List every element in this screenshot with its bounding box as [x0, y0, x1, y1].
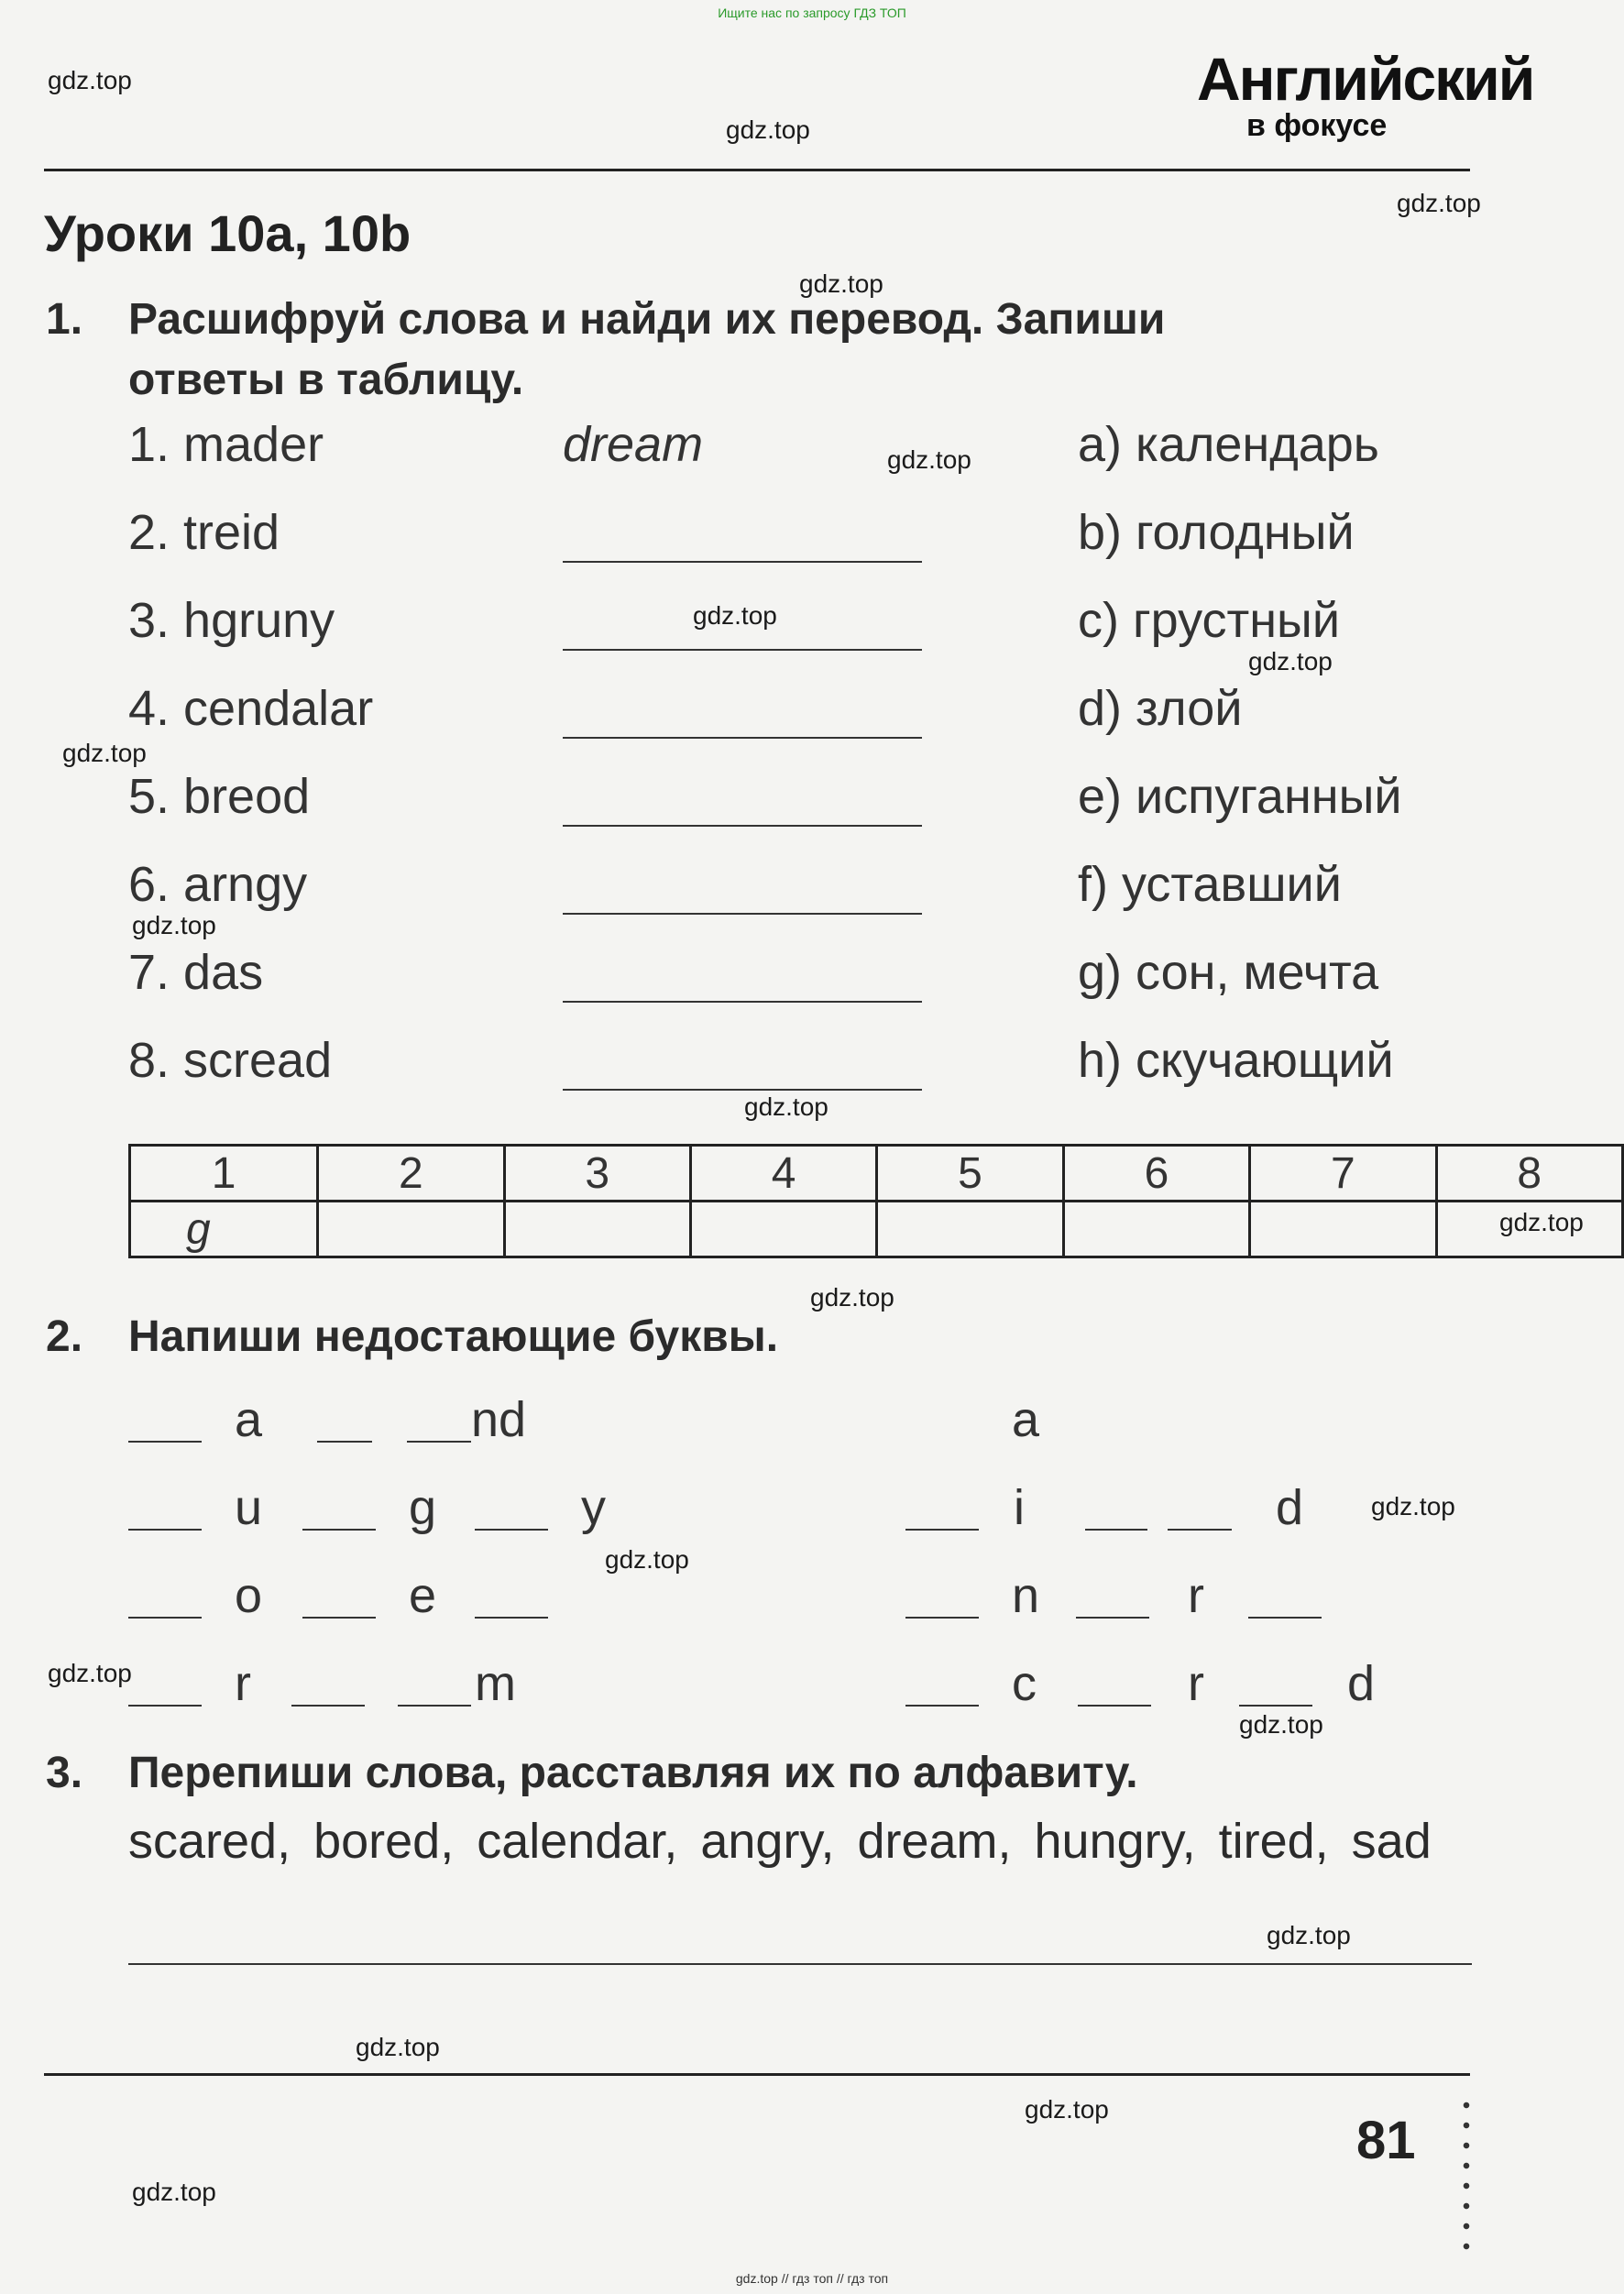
task1-instruction [46, 291, 1476, 411]
letter-blank[interactable] [128, 1441, 202, 1443]
answer-table [128, 1144, 1624, 1258]
letter-blank[interactable] [475, 1617, 548, 1619]
letter-blank[interactable] [128, 1705, 202, 1707]
watermark: gdz.top [605, 1545, 689, 1574]
textbook-logo: Английский в фокусе [1197, 45, 1534, 143]
table-row [130, 1146, 1623, 1202]
letter-blank[interactable] [302, 1617, 376, 1619]
list-item [0, 1032, 1558, 1096]
watermark: gdz.top [799, 269, 883, 298]
watermark: gdz.top [744, 1092, 828, 1121]
answer-line[interactable] [563, 737, 922, 739]
translation-option: f) уставший [1078, 857, 1342, 912]
scrambled-word: 5. breod [128, 769, 311, 824]
word-list: scared, bored, calendar, angry, dream, hungry, tired, sad [128, 1814, 1432, 1869]
list-item [0, 944, 1558, 1008]
table-header-cell: 7 [1250, 1146, 1436, 1202]
letter-blank[interactable] [1078, 1705, 1151, 1707]
table-answer-cell[interactable] [877, 1202, 1063, 1257]
header-rule [44, 169, 1470, 171]
table-answer-cell[interactable] [504, 1202, 690, 1257]
table-row [130, 1202, 1623, 1257]
watermark: gdz.top [1248, 647, 1333, 675]
watermark: gdz.top [48, 1659, 132, 1687]
translation-option: a) календарь [1078, 417, 1379, 472]
letter: g [409, 1480, 437, 1535]
footer-rule [44, 2073, 1470, 2076]
table-answer-cell[interactable]: g [130, 1202, 318, 1257]
watermark: gdz.top [693, 601, 777, 630]
task-text: Напиши недостающие буквы. [128, 1312, 779, 1361]
letter-blank[interactable] [1168, 1529, 1232, 1531]
letter-blank[interactable] [475, 1529, 548, 1531]
letter: r [1188, 1568, 1204, 1623]
answer-line[interactable] [563, 913, 922, 915]
letter: n [1012, 1568, 1040, 1623]
scrambled-word: 7. das [128, 945, 264, 1000]
answer-line[interactable] [563, 825, 922, 827]
task-text: Перепиши слова, расставляя их по алфавиту. [128, 1749, 1138, 1797]
watermark: gdz.top [1371, 1492, 1455, 1520]
table-header-cell: 8 [1436, 1146, 1622, 1202]
task-text-line1: Расшифруй слова и найди их перевод. Запиши [128, 295, 1166, 344]
letter-blank[interactable] [128, 1617, 202, 1619]
letter: nd [471, 1392, 527, 1447]
letter: a [1012, 1392, 1040, 1447]
translation-option: d) злой [1078, 681, 1243, 736]
answer-line[interactable] [563, 561, 922, 563]
translation-option: b) голодный [1078, 505, 1355, 560]
watermark: gdz.top [887, 445, 971, 474]
table-header-cell: 2 [318, 1146, 504, 1202]
letter-blank[interactable] [905, 1529, 979, 1531]
watermark: gdz.top [132, 2178, 216, 2206]
task-number: 2. [46, 1312, 83, 1361]
table-header-cell: 5 [877, 1146, 1063, 1202]
letter: o [235, 1568, 263, 1623]
bottom-note: gdz.top // гдз топ // гдз топ [735, 2271, 889, 2286]
letter-blank[interactable] [905, 1705, 979, 1707]
watermark: gdz.top [1267, 1921, 1351, 1949]
table-answer-cell[interactable] [1063, 1202, 1249, 1257]
letter-blank[interactable] [407, 1441, 471, 1443]
lesson-title: Уроки 10a, 10b [44, 204, 411, 262]
watermark: gdz.top [356, 2033, 440, 2061]
scrambled-word: 2. treid [128, 505, 280, 560]
watermark: gdz.top [132, 911, 216, 939]
list-item [0, 504, 1558, 568]
letter-blank[interactable] [1076, 1617, 1149, 1619]
answer-text: dream [563, 417, 704, 472]
table-header-cell: 6 [1063, 1146, 1249, 1202]
letter-blank[interactable] [905, 1617, 979, 1619]
watermark: gdz.top [1239, 1710, 1323, 1739]
watermark: gdz.top [1499, 1208, 1584, 1236]
scrambled-word: 8. scread [128, 1033, 333, 1088]
list-item [0, 768, 1558, 832]
letter-blank[interactable] [1248, 1617, 1322, 1619]
list-item [0, 856, 1558, 920]
letter: r [235, 1656, 251, 1711]
translation-option: c) грустный [1078, 593, 1341, 648]
letter-blank[interactable] [291, 1705, 365, 1707]
letter-blank[interactable] [398, 1705, 471, 1707]
letter-blank[interactable] [317, 1441, 372, 1443]
answer-line[interactable] [128, 1963, 1472, 1965]
page-number: 81 [1356, 2111, 1416, 2170]
watermark: gdz.top [1025, 2095, 1109, 2124]
letter: d [1276, 1480, 1304, 1535]
dotted-edge [1463, 2095, 1470, 2260]
watermark: gdz.top [726, 115, 810, 144]
task3-instruction [46, 1745, 1476, 1806]
letter-blank[interactable] [1085, 1529, 1147, 1531]
table-header-cell: 4 [690, 1146, 876, 1202]
list-item [0, 416, 1558, 480]
task2-instruction [46, 1309, 1421, 1369]
letter: y [581, 1480, 606, 1535]
watermark: gdz.top [48, 66, 132, 94]
scrambled-word: 4. cendalar [128, 681, 374, 736]
translation-option: h) скучающий [1078, 1033, 1394, 1088]
table-answer-cell[interactable] [318, 1202, 504, 1257]
task-text-line2: ответы в таблицу. [128, 356, 524, 404]
translation-option: e) испуганный [1078, 769, 1402, 824]
answer-line[interactable] [563, 649, 922, 651]
list-item [0, 680, 1558, 744]
letter: r [1188, 1656, 1204, 1711]
top-note: Ищите нас по запросу ГДЗ ТОП [718, 5, 906, 20]
task-number: 1. [46, 295, 83, 344]
letter-blank[interactable] [128, 1529, 202, 1531]
letter-blank[interactable] [1239, 1705, 1312, 1707]
watermark: gdz.top [810, 1283, 894, 1312]
watermark: gdz.top [1397, 189, 1481, 217]
letter: i [1014, 1480, 1025, 1535]
letter: e [409, 1568, 437, 1623]
table-answer-cell[interactable] [1250, 1202, 1436, 1257]
task-number: 3. [46, 1749, 83, 1797]
scrambled-word: 3. hgruny [128, 593, 335, 648]
answer-line[interactable] [563, 1089, 922, 1091]
letter-blank[interactable] [302, 1529, 376, 1531]
table-header-cell: 1 [130, 1146, 318, 1202]
scrambled-word: 1. mader [128, 417, 324, 472]
answer-line[interactable] [563, 1001, 922, 1003]
scrambled-word: 6. arngy [128, 857, 308, 912]
letter: a [235, 1392, 263, 1447]
translation-option: g) сон, мечта [1078, 945, 1379, 1000]
letter: d [1347, 1656, 1376, 1711]
letter: m [475, 1656, 516, 1711]
letter: u [235, 1480, 263, 1535]
table-header-cell: 3 [504, 1146, 690, 1202]
letter: c [1012, 1656, 1037, 1711]
table-answer-cell[interactable] [690, 1202, 876, 1257]
watermark: gdz.top [62, 739, 147, 767]
